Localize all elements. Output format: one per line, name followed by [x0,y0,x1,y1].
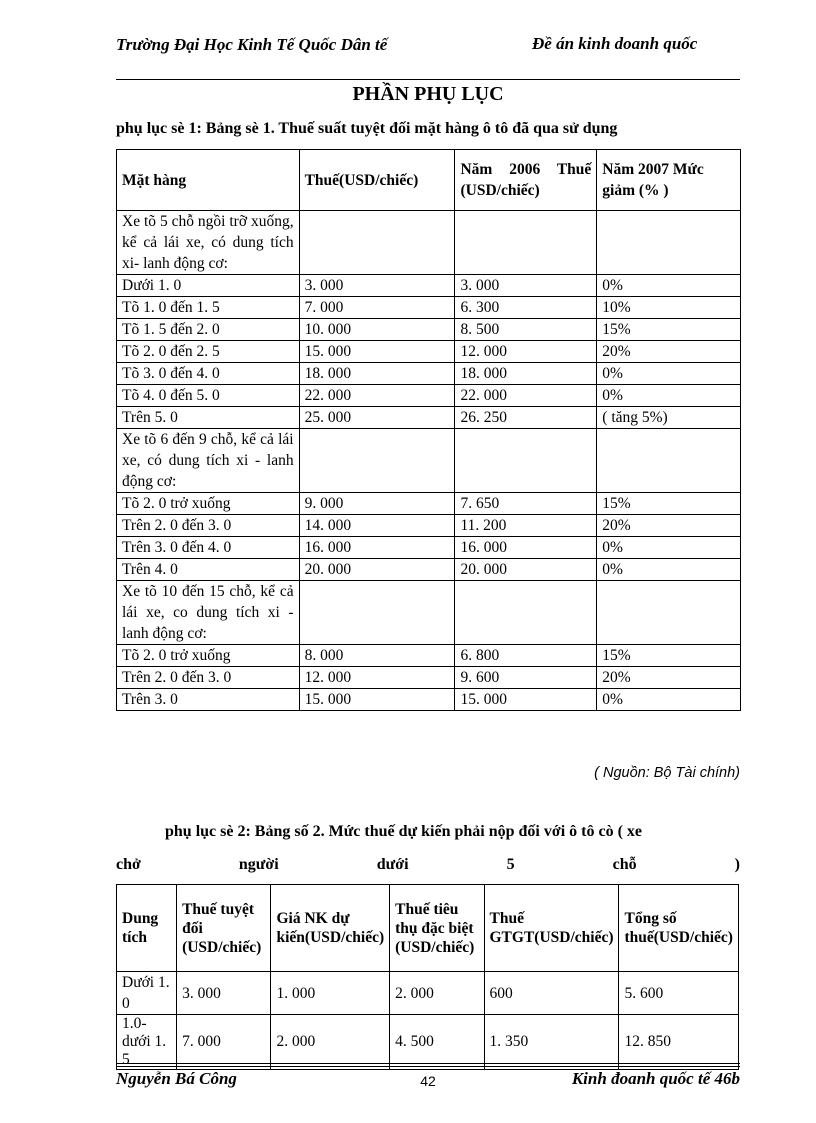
footer-course: Kinh đoanh quốc tế 46b [571,1069,740,1088]
table-cell [455,429,597,493]
table-cell: Tõ 2. 0 trở xuống [117,493,300,515]
table-cell: 3. 000 [455,275,597,297]
column-header: Thuế tuyệt đối (USD/chiếc) [177,885,271,972]
column-header: Giá NK dự kiến(USD/chiếc) [271,885,390,972]
table-cell [299,211,455,275]
table-cell: Xe tõ 5 chỗ ngồi trỡ xuống, kể cả lái xe, có dung tích xi- lanh động cơ: [117,211,300,275]
table-cell: 7. 650 [455,493,597,515]
table-cell: 7. 000 [299,297,455,319]
column-header: Thuế tiêu thụ đặc biệt (USD/chiếc) [390,885,484,972]
table-cell: Tõ 1. 5 đến 2. 0 [117,319,300,341]
table-cell: Xe tõ 6 đến 9 chỗ, kể cả lái xe, có dung tích xi - lanh động cơ: [117,429,300,493]
table-cell: 12. 850 [619,1015,739,1070]
table-cell: 1. 350 [484,1015,619,1070]
table-cell: 5. 600 [619,972,739,1015]
table-cell: Tõ 3. 0 đến 4. 0 [117,363,300,385]
table-cell: 15% [597,319,741,341]
header-divider [116,79,740,80]
table-cell: 6. 300 [455,297,597,319]
table-cell: 18. 000 [299,363,455,385]
table-cell: Tõ 2. 0 đến 2. 5 [117,341,300,363]
table-cell [455,211,597,275]
table-cell: 3. 000 [299,275,455,297]
table-cell [597,581,741,645]
table-cell [299,581,455,645]
table-cell: 22. 000 [299,385,455,407]
table-cell: 0% [597,537,741,559]
column-header: Tổng số thuế(USD/chiếc) [619,885,739,972]
table-row [117,1015,739,1070]
table-cell: 7. 000 [177,1015,271,1070]
table-cell [597,211,741,275]
table-row [117,363,741,385]
column-header: Dung tích [117,885,177,972]
table-cell: Trên 3. 0 [117,689,300,711]
table-row [117,667,741,689]
table-cell: ( tăng 5%) [597,407,741,429]
caption-word: người [238,856,279,873]
table-cell: Dưới 1. 0 [117,972,177,1015]
table-cell: 0% [597,689,741,711]
table-row [117,493,741,515]
table-cell: 3. 000 [177,972,271,1015]
table-row [117,689,741,711]
caption-word: chở [116,856,141,873]
appendix2-caption-line2 [116,856,740,874]
table-cell: 6. 800 [455,645,597,667]
table-cell: 2. 000 [271,1015,390,1070]
table-cell: 22. 000 [455,385,597,407]
footer-author: Nguyễn Bá Công [116,1069,237,1088]
table-cell: 600 [484,972,619,1015]
footer-divider [116,1066,740,1067]
column-header: Mặt hàng [117,150,300,211]
caption-word: dưới [376,856,409,873]
table-row [117,645,741,667]
table-row [117,537,741,559]
table-row [117,297,741,319]
table-cell: 16. 000 [455,537,597,559]
table-cell: Tõ 4. 0 đến 5. 0 [117,385,300,407]
table-cell: 11. 200 [455,515,597,537]
table-cell: 0% [597,363,741,385]
table-cell: 18. 000 [455,363,597,385]
table-cell [299,429,455,493]
table-cell: 9. 600 [455,667,597,689]
column-header: Thuế GTGT(USD/chiếc) [484,885,619,972]
table-cell: 10% [597,297,741,319]
table-cell: 10. 000 [299,319,455,341]
table-row [117,211,741,275]
table-cell: 1. 000 [271,972,390,1015]
table-cell: 25. 000 [299,407,455,429]
table-row [117,341,741,363]
appendix2-table [116,884,739,1070]
table-cell: 20% [597,341,741,363]
table-row [117,275,741,297]
table-cell: 20. 000 [299,559,455,581]
table-cell: Tõ 1. 0 đến 1. 5 [117,297,300,319]
table-cell: 0% [597,385,741,407]
table-cell: 12. 000 [455,341,597,363]
table-cell: Trên 2. 0 đến 3. 0 [117,515,300,537]
header-project: Đề án kinh doanh quốc [532,34,698,53]
table-cell: 15% [597,645,741,667]
table-cell: 15% [597,493,741,515]
table-row [117,429,741,493]
table-cell: Trên 4. 0 [117,559,300,581]
page-number: 42 [420,1073,436,1089]
footer-divider [116,1063,740,1064]
table-row [117,559,741,581]
table-row [117,581,741,645]
table-header-row [117,885,739,972]
table-cell: 20% [597,515,741,537]
column-header: Thuế(USD/chiếc) [299,150,455,211]
header-school: Trường Đại Học Kinh Tế Quốc Dân tế [116,35,388,54]
appendix1-table [116,149,741,711]
table-header-row [117,150,741,211]
column-header: Năm 2007 Mức giảm (% ) [597,150,741,211]
table-cell: 20% [597,667,741,689]
table-cell: Trên 5. 0 [117,407,300,429]
table-cell: 8. 500 [455,319,597,341]
appendix1-caption: phụ lục sè 1: Bảng sè 1. Thuế suất tuyệt đối mặt hàng ô tô đã qua sử dụng [116,120,618,137]
table-cell [455,581,597,645]
table-cell: 12. 000 [299,667,455,689]
table-cell: Xe tõ 10 đến 15 chỗ, kể cả lái xe, co dung tích xi - lanh động cơ: [117,581,300,645]
table-cell: 2. 000 [390,972,484,1015]
source-note: ( Nguồn: Bộ Tài chính) [594,765,740,781]
table-cell: 15. 000 [299,341,455,363]
table-cell: Trên 2. 0 đến 3. 0 [117,667,300,689]
table-cell: Trên 3. 0 đến 4. 0 [117,537,300,559]
table-cell: 26. 250 [455,407,597,429]
table-cell: 15. 000 [455,689,597,711]
table-cell: 16. 000 [299,537,455,559]
table-cell: 0% [597,275,741,297]
table-cell: 14. 000 [299,515,455,537]
table-cell: 15. 000 [299,689,455,711]
column-header: Năm 2006 Thuế (USD/chiếc) [455,150,597,211]
table-row [117,407,741,429]
table-cell: 1.0- dưới 1. 5 [117,1015,177,1070]
table-cell: 4. 500 [390,1015,484,1070]
table-cell: 20. 000 [455,559,597,581]
table-cell: 0% [597,559,741,581]
caption-word: ) [734,856,740,873]
appendix2-caption-line1: phụ lục sè 2: Bảng số 2. Mức thuế dự kiến phải nộp đối với ô tô cò ( xe [165,823,643,840]
caption-word: chỗ [612,856,637,873]
table-cell: Dưới 1. 0 [117,275,300,297]
table-row [117,972,739,1015]
table-cell: Tõ 2. 0 trở xuống [117,645,300,667]
table-cell [597,429,741,493]
table-row [117,515,741,537]
caption-word: 5 [506,856,515,873]
table-cell: 9. 000 [299,493,455,515]
table-row [117,385,741,407]
table-row [117,319,741,341]
table-cell: 8. 000 [299,645,455,667]
page-title: PHẦN PHỤ LỤC [352,83,504,105]
